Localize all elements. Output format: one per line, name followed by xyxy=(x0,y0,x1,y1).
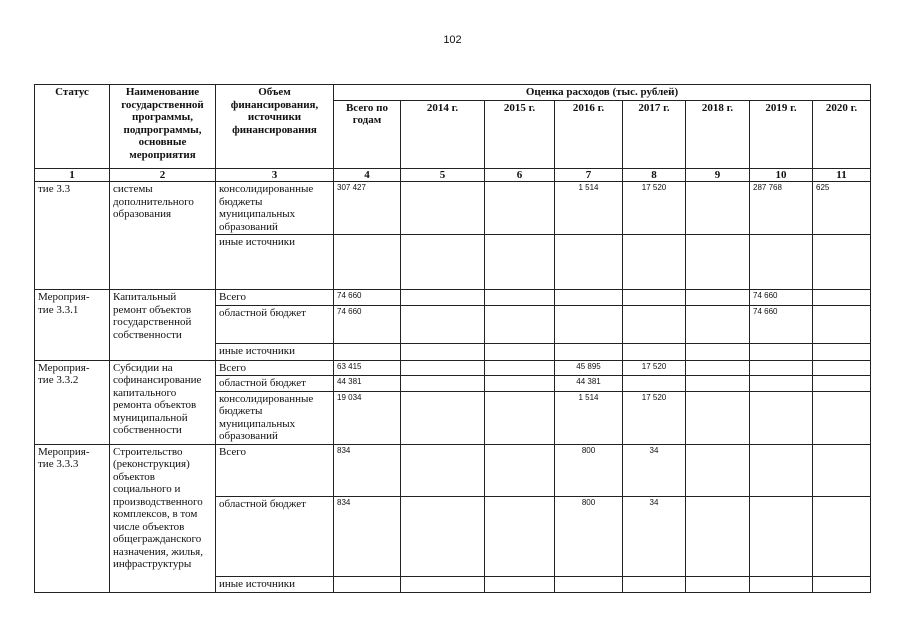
value-cell xyxy=(750,376,813,392)
column-index: 10 xyxy=(750,168,813,182)
value-cell xyxy=(401,290,485,306)
status-cell: Мероприя- тие 3.3.3 xyxy=(35,444,110,592)
value-cell xyxy=(813,391,871,444)
value-cell xyxy=(401,444,485,496)
value-cell xyxy=(401,360,485,376)
value-cell xyxy=(485,235,555,290)
value-cell: 34 xyxy=(623,496,686,576)
value-cell: 74 660 xyxy=(750,305,813,343)
header-year: 2014 г. xyxy=(401,100,485,168)
value-cell xyxy=(401,376,485,392)
column-index: 3 xyxy=(216,168,334,182)
value-cell xyxy=(813,360,871,376)
value-cell xyxy=(485,376,555,392)
value-cell: 34 xyxy=(623,444,686,496)
source-cell: консолидированные бюджеты муниципальных образований xyxy=(216,182,334,235)
column-index: 11 xyxy=(813,168,871,182)
source-cell: Всего xyxy=(216,360,334,376)
value-cell xyxy=(813,496,871,576)
value-cell: 63 415 xyxy=(334,360,401,376)
name-cell: Строительство (реконструкция) объектов социального и производственного комплексов, в том числе объектов общегражданского назначения, жилья, инфраструктуры xyxy=(110,444,216,592)
value-cell: 74 660 xyxy=(334,290,401,306)
table-row xyxy=(35,444,871,496)
table-row xyxy=(35,360,871,376)
value-cell xyxy=(623,576,686,592)
header-total: Всего по годам xyxy=(334,100,401,168)
value-cell xyxy=(813,305,871,343)
header-year: 2019 г. xyxy=(750,100,813,168)
source-cell: иные источники xyxy=(216,343,334,360)
header-year: 2018 г. xyxy=(686,100,750,168)
source-cell: областной бюджет xyxy=(216,496,334,576)
value-cell xyxy=(485,182,555,235)
value-cell xyxy=(813,290,871,306)
value-cell xyxy=(686,576,750,592)
value-cell xyxy=(686,444,750,496)
value-cell xyxy=(334,235,401,290)
value-cell xyxy=(401,343,485,360)
header-year: 2015 г. xyxy=(485,100,555,168)
value-cell xyxy=(401,576,485,592)
header-status: Статус xyxy=(35,85,110,169)
value-cell xyxy=(750,360,813,376)
value-cell: 17 520 xyxy=(623,182,686,235)
source-cell: иные источники xyxy=(216,235,334,290)
value-cell xyxy=(555,305,623,343)
header-year: 2020 г. xyxy=(813,100,871,168)
value-cell xyxy=(686,376,750,392)
value-cell xyxy=(813,235,871,290)
value-cell xyxy=(813,376,871,392)
value-cell xyxy=(485,305,555,343)
value-cell xyxy=(485,360,555,376)
value-cell xyxy=(686,360,750,376)
value-cell xyxy=(623,343,686,360)
source-cell: областной бюджет xyxy=(216,376,334,392)
value-cell xyxy=(623,305,686,343)
value-cell xyxy=(750,576,813,592)
value-cell xyxy=(750,496,813,576)
header-year: 2016 г. xyxy=(555,100,623,168)
value-cell: 19 034 xyxy=(334,391,401,444)
value-cell: 800 xyxy=(555,444,623,496)
value-cell xyxy=(813,576,871,592)
value-cell: 17 520 xyxy=(623,391,686,444)
header-name: Наименование государственной программы, подпрограммы, основные мероприятия xyxy=(110,85,216,169)
value-cell: 287 768 xyxy=(750,182,813,235)
value-cell xyxy=(555,235,623,290)
value-cell xyxy=(485,343,555,360)
value-cell xyxy=(813,444,871,496)
column-index: 2 xyxy=(110,168,216,182)
value-cell xyxy=(623,235,686,290)
value-cell xyxy=(485,444,555,496)
column-index: 6 xyxy=(485,168,555,182)
value-cell xyxy=(686,343,750,360)
value-cell xyxy=(334,576,401,592)
table-row xyxy=(35,182,871,235)
column-index: 5 xyxy=(401,168,485,182)
value-cell xyxy=(485,391,555,444)
value-cell xyxy=(686,290,750,306)
value-cell: 44 381 xyxy=(334,376,401,392)
expense-table xyxy=(34,84,871,593)
column-index: 4 xyxy=(334,168,401,182)
column-index: 9 xyxy=(686,168,750,182)
page-number: 102 xyxy=(443,34,462,46)
value-cell xyxy=(401,182,485,235)
value-cell xyxy=(555,343,623,360)
column-index: 7 xyxy=(555,168,623,182)
column-index: 8 xyxy=(623,168,686,182)
value-cell: 17 520 xyxy=(623,360,686,376)
source-cell: Всего xyxy=(216,290,334,306)
source-cell: иные источники xyxy=(216,576,334,592)
value-cell xyxy=(401,391,485,444)
value-cell: 834 xyxy=(334,444,401,496)
value-cell: 307 427 xyxy=(334,182,401,235)
column-index: 1 xyxy=(35,168,110,182)
name-cell: Капитальный ремонт объектов государственной собственности xyxy=(110,290,216,361)
value-cell xyxy=(401,305,485,343)
value-cell xyxy=(686,305,750,343)
value-cell xyxy=(813,343,871,360)
value-cell: 834 xyxy=(334,496,401,576)
name-cell: Субсидии на софинансирование капитального ремонта объектов муниципальной собственности xyxy=(110,360,216,444)
value-cell: 45 895 xyxy=(555,360,623,376)
value-cell xyxy=(485,290,555,306)
name-cell: системы дополнительного образования xyxy=(110,182,216,290)
value-cell xyxy=(686,182,750,235)
value-cell xyxy=(401,235,485,290)
table-row xyxy=(35,290,871,306)
value-cell xyxy=(623,376,686,392)
value-cell: 1 514 xyxy=(555,391,623,444)
value-cell: 800 xyxy=(555,496,623,576)
value-cell xyxy=(686,235,750,290)
value-cell: 44 381 xyxy=(555,376,623,392)
value-cell xyxy=(686,391,750,444)
value-cell xyxy=(555,576,623,592)
value-cell xyxy=(750,343,813,360)
value-cell xyxy=(750,235,813,290)
header-estimate: Оценка расходов (тыс. рублей) xyxy=(334,85,871,101)
value-cell xyxy=(401,496,485,576)
source-cell: Всего xyxy=(216,444,334,496)
status-cell: тие 3.3 xyxy=(35,182,110,290)
status-cell: Мероприя- тие 3.3.1 xyxy=(35,290,110,361)
value-cell xyxy=(623,290,686,306)
value-cell xyxy=(686,496,750,576)
header-volume: Объем финансирования, источники финансирования xyxy=(216,85,334,169)
value-cell xyxy=(750,444,813,496)
value-cell xyxy=(334,343,401,360)
value-cell: 74 660 xyxy=(750,290,813,306)
source-cell: областной бюджет xyxy=(216,305,334,343)
value-cell xyxy=(485,496,555,576)
value-cell xyxy=(750,391,813,444)
value-cell: 74 660 xyxy=(334,305,401,343)
value-cell: 625 xyxy=(813,182,871,235)
header-year: 2017 г. xyxy=(623,100,686,168)
status-cell: Мероприя- тие 3.3.2 xyxy=(35,360,110,444)
value-cell xyxy=(485,576,555,592)
value-cell: 1 514 xyxy=(555,182,623,235)
source-cell: консолидированные бюджеты муниципальных образований xyxy=(216,391,334,444)
value-cell xyxy=(555,290,623,306)
